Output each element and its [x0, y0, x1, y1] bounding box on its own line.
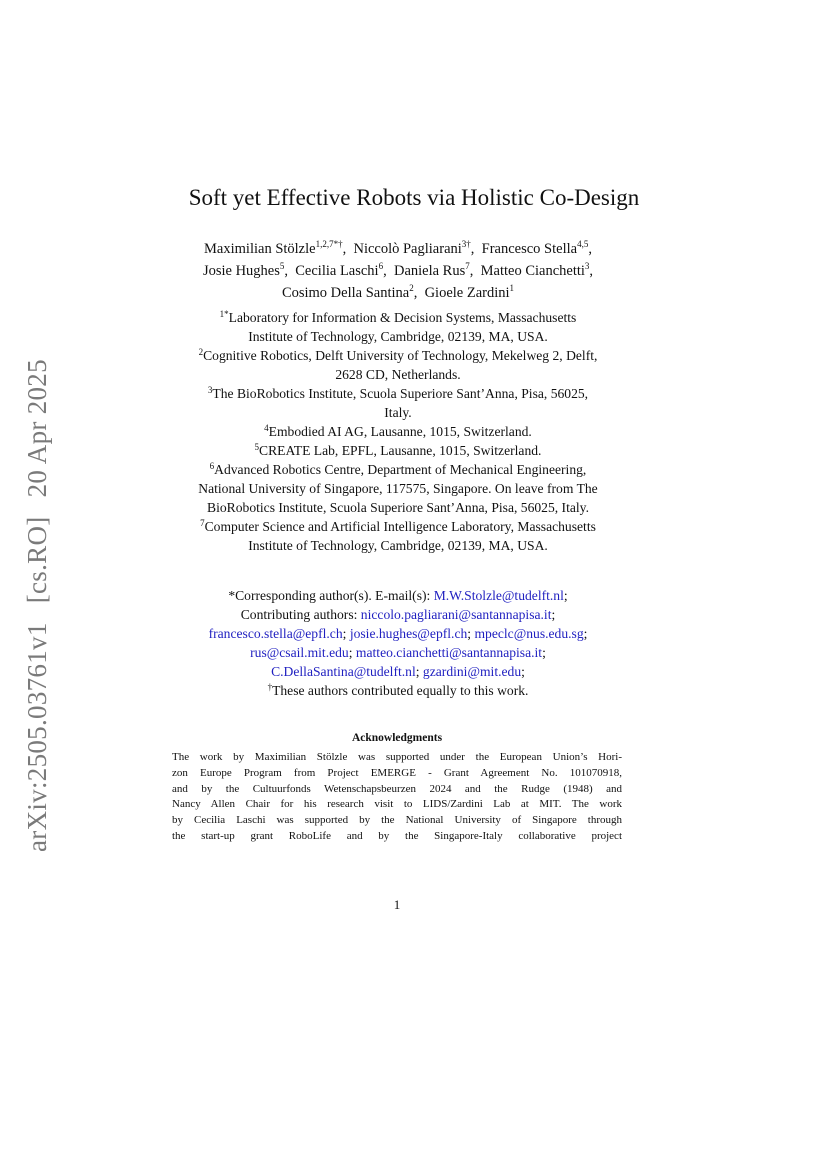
- author-name: Josie Hughes: [202, 263, 280, 279]
- author-sup: 6: [378, 261, 384, 271]
- affiliation-7: [150, 517, 646, 536]
- email-link[interactable]: C.DellaSantina@tudelft.nl: [271, 664, 416, 679]
- affiliation-mark: 2: [198, 347, 204, 357]
- author-sup: 1,2,7*†: [315, 239, 343, 249]
- contributing-line: rus@csail.mit.edu; matteo.cianchetti@santannapisa.it;: [250, 645, 546, 660]
- affiliation-line: Institute of Technology, Cambridge, 02139, MA, USA.: [248, 538, 548, 553]
- correspondence: [150, 586, 646, 700]
- author-name: Francesco Stella: [481, 241, 578, 257]
- arxiv-identifier: [22, 347, 53, 852]
- author-name: Maximilian Stölzle: [204, 241, 316, 257]
- affiliation-mark: 5: [254, 442, 260, 452]
- arxiv-category: [cs.RO]: [22, 516, 52, 604]
- author-sup: 4,5: [577, 239, 589, 249]
- email-link[interactable]: niccolo.pagliarani@santannapisa.it: [360, 607, 552, 622]
- contributing-label: Contributing authors:: [240, 607, 361, 622]
- affiliation-mark: 4: [264, 423, 269, 433]
- author-name: Cecilia Laschi: [295, 263, 379, 279]
- equal-contribution-text: These authors contributed equally to this work.: [272, 683, 529, 698]
- corresponding-email-link[interactable]: M.W.Stolzle@tudelft.nl: [433, 588, 564, 603]
- affiliations: [150, 308, 646, 555]
- author-sup: 3†: [461, 239, 471, 249]
- email-link[interactable]: rus@csail.mit.edu: [250, 645, 349, 660]
- affiliation-3: [150, 384, 646, 403]
- author-list: [150, 238, 646, 304]
- author-name: Gioele Zardini: [424, 285, 510, 301]
- affiliation-line: National University of Singapore, 117575, Singapore. On leave from The: [198, 481, 598, 496]
- affiliation-line: Institute of Technology, Cambridge, 02139, MA, USA.: [248, 329, 548, 344]
- dagger-mark: †: [267, 682, 273, 692]
- author-sup: 7: [465, 261, 470, 271]
- ack-line: and by the Cultuurfonds Wetenschapsbeurzen 2024 and the Rudge (1948) and: [172, 782, 622, 795]
- page-number: 1: [393, 897, 401, 912]
- affiliation-mark: 3: [207, 385, 213, 395]
- email-link[interactable]: francesco.stella@epfl.ch: [208, 626, 343, 641]
- affiliation-2: [150, 346, 646, 365]
- affiliation-1: [150, 308, 646, 327]
- affiliation-line: Advanced Robotics Centre, Department of Mechanical Engineering,: [214, 462, 587, 477]
- author-sup: 3: [584, 261, 590, 271]
- affiliation-5: [150, 441, 646, 460]
- corresponding-line: *Corresponding author(s). E-mail(s): M.W.Stolzle@tudelft.nl;: [228, 588, 568, 603]
- affiliation-mark: 7: [200, 518, 205, 528]
- affiliation-line: Italy.: [384, 405, 412, 420]
- affiliation-line: Embodied AI AG, Lausanne, 1015, Switzerland.: [268, 424, 532, 439]
- contributing-line: Contributing authors: niccolo.pagliarani@santannapisa.it;: [240, 607, 556, 622]
- author-name: Daniela Rus: [393, 263, 466, 279]
- acknowledgments-body: [172, 750, 622, 845]
- author-line: Josie Hughes$^5$, Cecilia Laschi$^6$, Daniela Rus$^7$, Matteo Cianchetti$^3$,: [202, 261, 594, 279]
- email-link[interactable]: gzardini@mit.edu: [422, 664, 522, 679]
- ack-line: Nancy Allen Chair for his research visit to LIDS/Zardini Lab at MIT. The work: [172, 798, 622, 811]
- author-sup: 2: [409, 283, 414, 293]
- affiliation-mark: 6: [209, 461, 215, 471]
- affiliation-line: Laboratory for Information & Decision Systems, Massachusetts: [228, 310, 577, 325]
- email-link[interactable]: matteo.cianchetti@santannapisa.it: [355, 645, 543, 660]
- author-sup: 5: [279, 261, 285, 271]
- arxiv-id: arXiv:2505.03761v1: [22, 622, 52, 852]
- equal-contribution-note: [150, 681, 646, 700]
- affiliation-line: BioRobotics Institute, Scuola Superiore Sant’Anna, Pisa, 56025, Italy.: [207, 500, 589, 515]
- corresponding-label: *Corresponding author(s). E-mail(s):: [228, 588, 434, 603]
- acknowledgments-heading: Acknowledgments: [351, 732, 443, 744]
- email-link[interactable]: mpeclc@nus.edu.sg: [474, 626, 584, 641]
- contributing-line: C.DellaSantina@tudelft.nl; gzardini@mit.edu;: [271, 664, 525, 679]
- author-name: Matteo Cianchetti: [480, 263, 585, 279]
- ack-line: zon Europe Program from Project EMERGE - Grant Agreement No. 101070918,: [172, 766, 622, 779]
- author-name: Niccolò Pagliarani: [353, 241, 462, 257]
- affiliation-line: The BioRobotics Institute, Scuola Superiore Sant’Anna, Pisa, 56025,: [212, 386, 589, 401]
- ack-line: by Cecilia Laschi was supported by the National University of Singapore through: [172, 814, 622, 827]
- author-sup: 1: [509, 283, 515, 293]
- affiliation-line: Cognitive Robotics, Delft University of Technology, Mekelweg 2, Delft,: [203, 348, 598, 363]
- email-link[interactable]: josie.hughes@epfl.ch: [349, 626, 468, 641]
- affiliation-4: [150, 422, 646, 441]
- paper-title: Soft yet Effective Robots via Holistic Co-Design: [188, 185, 640, 210]
- affiliation-6: [150, 460, 646, 479]
- affiliation-line: CREATE Lab, EPFL, Lausanne, 1015, Switzerland.: [259, 443, 542, 458]
- author-line: Maximilian Stölzle$^{1,2,7*\dagger}$, Niccolò Pagliarani$^{3\dagger}$, Francesco Stella$^{4,5}$,: [204, 239, 592, 257]
- affiliation-mark: 1*: [219, 309, 229, 319]
- author-line: Cosimo Della Santina$^2$, Gioele Zardini$^1$: [281, 283, 515, 301]
- arxiv-date: 20 Apr 2025: [22, 359, 52, 498]
- ack-line: the start-up grant RoboLife and by the Singapore-Italy collaborative project: [172, 829, 622, 842]
- contributing-line: francesco.stella@epfl.ch; josie.hughes@epfl.ch; mpeclc@nus.edu.sg;: [208, 626, 588, 641]
- affiliation-line: Computer Science and Artificial Intelligence Laboratory, Massachusetts: [204, 519, 596, 534]
- author-name: Cosimo Della Santina: [281, 285, 410, 301]
- ack-line: The work by Maximilian Stölzle was supported under the European Union’s Hori-: [172, 751, 622, 763]
- affiliation-line: 2628 CD, Netherlands.: [335, 367, 461, 382]
